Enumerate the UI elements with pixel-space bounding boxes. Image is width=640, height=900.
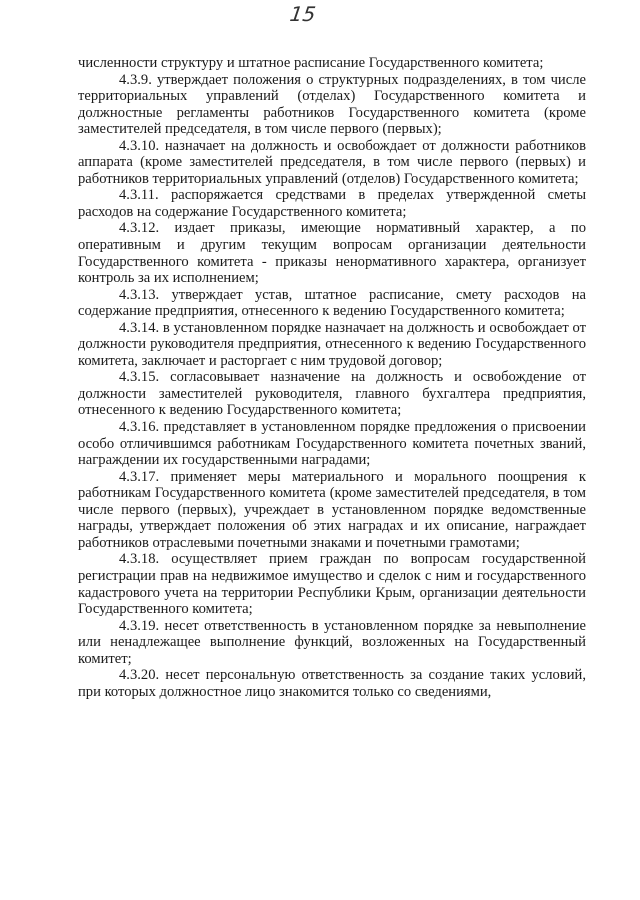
paragraph-continuation: численности структуру и штатное расписание Государственного комитета;: [78, 55, 544, 71]
paragraph-4-3-17: 4.3.17. применяет меры материального и морального поощрения к работникам Государственного комитета (кроме заместителей председателя, в том числе первого (первых), учреждает в установленном порядке ведомственные награды, утверждает положения об этих наградах и их описание, награждает работников отраслевыми почетными знаками и почетными грамотами;: [78, 468, 586, 551]
paragraph-4-3-12: 4.3.12. издает приказы, имеющие нормативный характер, а по оперативным и другим текущим вопросам организации деятельности Государственного комитета - приказы ненормативного характера, организует контроль за их исполнением;: [78, 220, 586, 287]
paragraph-4-3-10: 4.3.10. назначает на должность и освобождает от должности работников аппарата (кроме заместителей председателя, в том числе первого (первых) и работников территориальных управлений (отделов) Государственного комитета;: [78, 137, 586, 187]
paragraph-4-3-19: 4.3.19. несет ответственность в установленном порядке за невыполнение или ненадлежащее выполнение функций, возложенных на Государственный комитет;: [78, 617, 586, 667]
page-number: 15: [288, 2, 318, 26]
paragraph-4-3-16: 4.3.16. представляет в установленном порядке предложения о присвоении особо отличившимся работникам Государственного комитета почетных званий, награждении их государственными наградами;: [78, 419, 586, 469]
paragraph-4-3-18: 4.3.18. осуществляет прием граждан по вопросам государственной регистрации прав на недвижимое имущество и сделок с ним и государственного кадастрового учета на территории Республики Крым, организации деятельности Государственного комитета;: [78, 551, 586, 618]
paragraph-4-3-20: 4.3.20. несет персональную ответственность за создание таких условий, при которых должностное лицо знакомится только со сведениями,: [78, 667, 586, 700]
document-body: [78, 55, 586, 700]
paragraph-4-3-14: 4.3.14. в установленном порядке назначает на должность и освобождает от должности руководителя предприятия, отнесенного к ведению Государственного комитета, заключает и расторгает с ним трудовой договор;: [78, 319, 586, 369]
paragraph-4-3-13: 4.3.13. утверждает устав, штатное расписание, смету расходов на содержание предприятия, отнесенного к ведению Государственного комитета;: [78, 286, 586, 320]
paragraph-4-3-9: 4.3.9. утверждает положения о структурных подразделениях, в том числе территориальных управлений (отделах) Государственного комитета и должностные регламенты работников Государственного комитета (кроме заместителей председателя, в том числе первого (первых);: [78, 71, 586, 138]
paragraph-4-3-15: 4.3.15. согласовывает назначение на должность и освобождение от должности заместителей руководителя, главного бухгалтера предприятия, отнесенного к ведению Государственного комитета;: [78, 369, 586, 419]
paragraph-4-3-11: 4.3.11. распоряжается средствами в пределах утвержденной сметы расходов на содержание Государственного комитета;: [78, 187, 586, 220]
